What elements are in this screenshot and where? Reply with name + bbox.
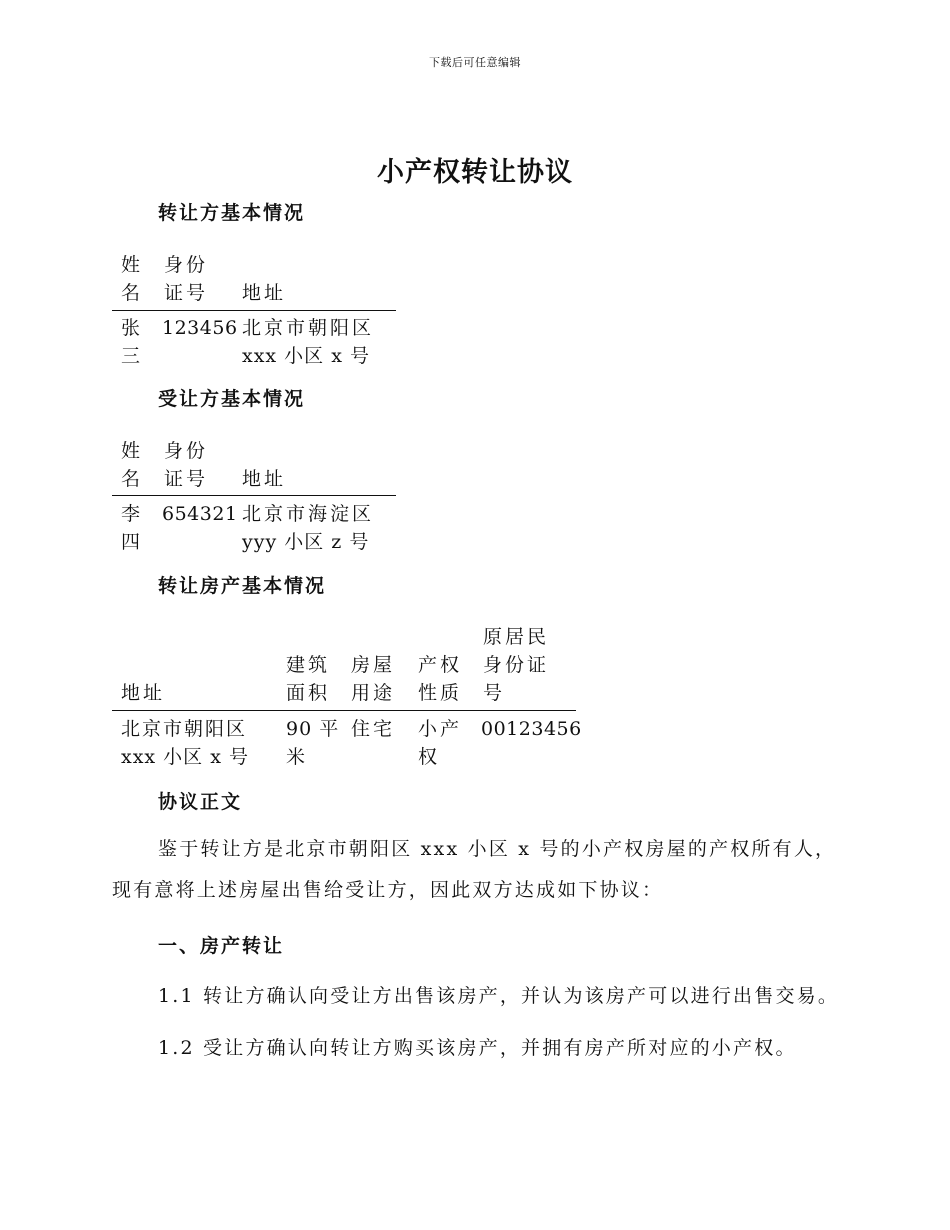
cell-name-line1: 张 [121,317,144,339]
col-address: 地址 [242,468,287,490]
cell-id: 123456 [162,317,238,339]
cell-area-line1: 90 平 [286,718,340,740]
page-header: 下载后可任意编辑 [429,56,521,69]
cell-name-line1: 李 [121,503,144,525]
col-name-line1: 姓 [121,254,144,276]
col-nature-line1: 产权 [418,654,463,676]
property-heading: 转让房产基本情况 [158,575,327,597]
intro-line2: 现有意将上述房屋出售给受让方，因此双方达成如下协议： [112,879,664,901]
cell-address-line1: 北京市朝阳区 [242,317,375,339]
col-use-line1: 房屋 [351,654,396,676]
col-orig-id-line2: 身份证 [483,654,550,676]
cell-orig-id: 00123456 [481,718,582,740]
cell-address-line1: 北京市朝阳区 [121,718,248,740]
cell-id: 654321 [162,503,238,525]
cell-nature-line1: 小产 [418,718,463,740]
document-title: 小产权转让协议 [377,157,573,188]
col-name-line2: 名 [121,468,144,490]
section-1-heading: 一、房产转让 [158,935,285,957]
cell-address-line1: 北京市海淀区 [242,503,375,525]
table-header-rule [112,710,576,711]
col-orig-id-line1: 原居民 [483,626,550,648]
col-address: 地址 [121,682,166,704]
cell-address-line2: yyy 小区 z 号 [242,531,370,553]
cell-area-line2: 米 [286,746,309,768]
clause-1-1: 1.1 转让方确认向受让方出售该房产，并认为该房产可以进行出售交易。 [158,985,840,1007]
table-header-rule [112,310,396,311]
col-id-line2: 证号 [164,282,209,304]
col-id-line1: 身份 [164,440,209,462]
cell-name-line2: 三 [121,345,144,367]
transferor-heading: 转让方基本情况 [158,202,306,224]
cell-address-line2: xxx 小区 x 号 [242,345,370,367]
col-orig-id-line3: 号 [483,682,506,704]
cell-use: 住宅 [351,718,396,740]
cell-name-line2: 四 [121,531,144,553]
col-name-line2: 名 [121,282,144,304]
col-area-line1: 建筑 [286,654,331,676]
body-heading: 协议正文 [158,791,243,813]
col-name-line1: 姓 [121,440,144,462]
col-address: 地址 [242,282,287,304]
cell-nature-line2: 权 [418,746,441,768]
table-header-rule [112,495,396,496]
clause-1-2: 1.2 受让方确认向转让方购买该房产，并拥有房产所对应的小产权。 [158,1037,797,1059]
col-area-line2: 面积 [286,682,331,704]
col-nature-line2: 性质 [418,682,463,704]
col-use-line2: 用途 [351,682,396,704]
col-id-line2: 证号 [164,468,209,490]
transferee-heading: 受让方基本情况 [158,388,306,410]
cell-address-line2: xxx 小区 x 号 [121,746,249,768]
intro-line1: 鉴于转让方是北京市朝阳区 xxx 小区 x 号的小产权房屋的产权所有人， [158,838,837,860]
col-id-line1: 身份 [164,254,209,276]
